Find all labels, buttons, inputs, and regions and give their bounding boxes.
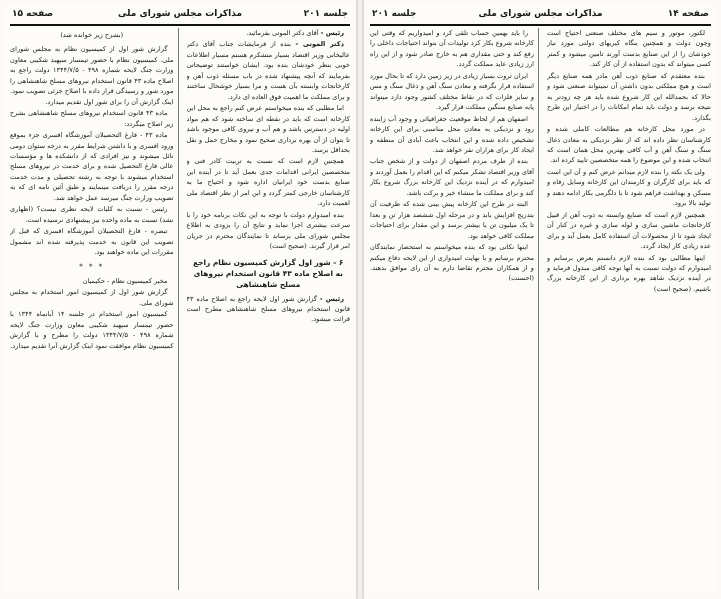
text-paragraph: اینها نکاتی بود که بنده میخواستم به استحضار نمایندگان محترم برسانم و با نهایت امیدواری از این لایحه دفاع میکنم و از همکاران محترم تقاضا دارم به آن رای موافق بدهند. (احسنت) [370, 243, 534, 283]
right-page [364, 4, 717, 594]
column-fade [187, 578, 351, 590]
text-paragraph: البته در طرح این کارخانه پیش بینی شده که ظرفیت آن بتدریج افزایش یابد و در مرحله اول ششصد هزار تن و بعدا تا یک میلیون تن یا بیشتر برسد و این مقدار برای احتیاجات مملکت کافی خواهد بود. [370, 200, 534, 240]
text-paragraph: در مورد محل کارخانه هم مطالعات کاملی شده و کارشناسان نظر داده اند که از نظر نزدیکی به معادن ذغال سنگ و سنگ آهن و آب کافی بهترین محل همان است که انتخاب شده و این موضوع را همه متخصصین تایید کرده اند. [547, 125, 711, 165]
page-number: صفحه ۱۵ [12, 9, 54, 19]
right-page-column-right [547, 28, 711, 590]
column-fade [10, 578, 178, 590]
speech-paragraph [187, 39, 351, 102]
speech-paragraph [187, 28, 351, 38]
editorial-note: (بشرح زیر خوانده شد) [60, 31, 124, 39]
section-title: ۶ - شور اول گزارش کمیسیون نظام راجع به اصلاح ماده ۴۳ قانون استخدام نیروهای مسلح شاهنشاهی [193, 257, 344, 289]
left-page [4, 4, 356, 594]
speech-text: گزارش شور اول لایحه راجع به اصلاح ماده ۴۳ قانون استخدام نیروهای مسلح شاهنشاهی مطرح است قرائت میشود. [186, 294, 350, 324]
text-paragraph: ایران ثروت بسیار زیادی در زیر زمین دارد که تا بحال مورد استفاده قرار نگرفته و معادن سنگ آهن و ذغال سنگ و مس و سایر فلزات که در نقاط مختلف کشور وجود دارد میتواند پایه صنایع سنگین مملکت قرار گیرد. [370, 71, 534, 112]
text-paragraph: تبصره - فارغ التحصیلان آموزشگاه افسری که قبل از تصویب این قانون به خدمت پذیرفته شده اند مشمول مقررات این ماده خواهند بود. [10, 227, 174, 257]
book-gutter [356, 0, 364, 599]
right-page-header [370, 6, 711, 26]
left-page-column-left [10, 28, 179, 590]
text-paragraph: اینها مطالبی بود که بنده لازم دانستم بعرض برسانم و امیدوارم که دولت نسبت به آنها توجه کافی مبذول فرماید و در آینده نزدیک شاهد بهره برداری از این کارخانه بزرگ باشیم. (صحیح است) [547, 253, 711, 293]
text-paragraph: ماده ۴۳ - فارغ التحصیلان آموزشگاه افسری جزء بموقع ورود افسری و با داشتن شرایط مقرر به درجه ستوان دومی نائل میشوند و نیز افرادی که از دانشکده ها و مؤسسات عالی فارغ التحصیل شده و برای خدمت در نیروهای مسلح استخدام میشوند با توجه به رشته تحصیلی و مدت خدمت درجه مقرر را دریافت مینمایند و طبق آئین نامه ای که به تصویب وزارت جنگ میرسد عمل خواهد شد. [10, 131, 174, 202]
page-number: صفحه ۱۴ [667, 9, 709, 19]
text-paragraph: رئیس - نسبت به کلیات لایحه نظری نیست؟ (اظهاری نشد) نسبت به ماده واحده نیز پیشنهادی نرسیده است. [10, 205, 174, 224]
section-separator: * * * [79, 262, 105, 271]
speaker-name: رئیس - [319, 294, 344, 303]
left-page-column-right [187, 28, 351, 590]
text-paragraph: مخبر کمیسیون نظام - حکیمیان [82, 276, 168, 285]
text-paragraph: ولی یک نکته را بنده لازم میدانم عرض کنم و آن این است که باید برای کارگران و کارمندان این کارخانه وسایل رفاه و مسکن و بهداشت فراهم شود تا با دلگرمی بکار ادامه دهند و تولید بالا برود. [547, 167, 711, 208]
running-title: مذاکرات مجلس شورای ملی [117, 9, 243, 19]
left-page-header [10, 6, 350, 26]
speech-paragraph [187, 294, 351, 325]
text-paragraph: اما مطلبی که بنده میخواستم عرض کنم راجع به محل این کارخانه است که باید در نقطه ای ساخته شود که هم مواد اولیه در دسترس باشد و هم آب و نیروی کافی موجود باشد تا بتوان از آن بهره برداری صحیح نمود و مخارج حمل و نقل بحداقل برسد. [186, 104, 350, 154]
speech-text: بنده از فرمایشات جناب آقای دکتر عالیخانی وزیر اقتصاد بسیار متشکرم هستم مسیار اطلاعات خوبی بنظر خودشان بنده بود. ایشان خواستند توضیحاتی بفرمایند که آنچه پیشنهاد شده در باب مسئله ذوب آهن و کارخانجات وابسته بآن هست و مرا بسیار خوشحال ساختند و برای مملکت ما اهمیت فوق العاده ای دارد. [186, 40, 350, 101]
session-number: جلسه ۲۰۱ [303, 9, 348, 19]
column-fade [547, 578, 711, 590]
text-paragraph: لکتور، موتور و سیم های مختلف صنعتی احتیاج است وچون دولت و همچنین بنگاه کیریهای دولتی مورد نیاز خودشان را از این صنایع بدست آورند تامین میشود و کمتر کسی میتواند که بدون استفاده از آن کار کند. [547, 29, 711, 69]
column-fade [370, 578, 538, 590]
text-paragraph: کمیسیون امور استخدام در جلسه ۱۴ آبانماه ۱۳۴۴ با حضور تیمسار سپهبد شکیبی معاون وزارت جنگ لایحه شماره ۴۹۸ - ۱۳۴۴/۷/۵ دولت را مطرح و با گزارش کمیسیون نظام موافقت نمود اینک گزارش آنرا تقدیم میدارد. [10, 310, 174, 350]
text-paragraph: ماده ۴۳ قانون استخدام نیروهای مسلح شاهنشاهی بشرح زیر اصلاح میگردد: [10, 109, 174, 128]
text-paragraph: اصفهان هم از لحاظ موقعیت جغرافیائی و وجود آب زاینده رود و نزدیکی به معادن محل مناسبی برای این کارخانه تشخیص داده شده و این انتخاب باعث آبادی آن منطقه و ایجاد کار برای هزاران نفر خواهد شد. [370, 114, 534, 154]
text-paragraph: همچنین لازم است که نسبت به تربیت کادر فنی و متخصصین ایرانی اقدامات جدی بعمل آید تا در آینده این صنایع بدست خود ایرانیان اداره شود و احتیاج ما به کارشناسان خارجی کمتر گردد و این امر از نظر اقتصاد ملی اهمیت دارد. [186, 157, 350, 208]
text-paragraph: همچنین لازم است که صنایع وابسته به ذوب آهن از قبیل کارخانجات ماشین سازی و لوله سازی و غیره در کنار آن ایجاد شود تا از محصولات آن استفاده کامل بعمل آید و برای عده زیادی کار ایجاد گردد. [547, 210, 711, 251]
session-number: جلسه ۲۰۱ [372, 9, 417, 19]
text-paragraph: بنده معتقدم که صنایع ذوب آهن مادر همه صنایع دیگر است و هیچ مملکتی بدون داشتن آن نمیتواند صنعتی شود و حالا که بحمدالله این کار شروع شده باید هر چه زودتر به نتیجه برسد و دولت باید تمام امکانات را در اختیار این طرح بگذارد. [547, 71, 711, 122]
text-paragraph: بنده از طرف مردم اصفهان از دولت و از شخص جناب آقای وزیر اقتصاد تشکر میکنم که این اقدام را بعمل آوردند و امیدوارم که در آینده نزدیک این کارخانه بزرگ شروع بکار کند و برای مملکت ما منشاء خیر و برکت باشد. [370, 157, 534, 197]
speaker-name: دکتر الموتی - [295, 40, 344, 49]
text-paragraph: بنده امیدوارم دولت با توجه به این نکات برنامه خود را با سرعت بیشتری اجرا نماید و نتایج آن را بزودی به اطلاع مجلس شورای ملی برساند تا نمایندگان محترم در جریان امر قرار گیرند. (صحیح است) [186, 210, 350, 251]
running-title: مذاکرات مجلس شورای ملی [478, 9, 603, 19]
right-page-column-left [370, 28, 539, 590]
text-paragraph: گزارش شور اول از کمیسیون امور استخدام به مجلس شورای ملی. [10, 288, 174, 307]
speaker-name: رئیس - [320, 29, 344, 37]
text-paragraph: گزارش شور اول از کمیسیون نظام به مجلس شورای ملی. کمیسیون نظام با حضور تیمسار سپهبد شکیبی معاون وزارت جنگ لایحه شماره ۴۹۸ - ۱۳۴۴/۷/۵ دولت راجع به اصلاح ماده ۴۳ قانون استخدام نیروهای مسلح شاهنشاهی را مورد شور و رسیدگی قرار داده با اصلاح جزئی تصویب نمود. اینک گزارش آن را برای شور اول تقدیم میدارد. [10, 45, 174, 106]
text-paragraph: را باید بهمین حساب تلقی کرد و امیدواریم که وقتی این کارخانه شروع بکار کرد تولیدات آن بتواند احتیاجات داخلی را رفع کند و حتی مقداری هم به خارج صادر شود و از این راه ارز زیادی عاید مملکت گردد. [370, 29, 534, 69]
speech-text: آقای دکتر الموتی بفرمائید. [246, 29, 319, 37]
